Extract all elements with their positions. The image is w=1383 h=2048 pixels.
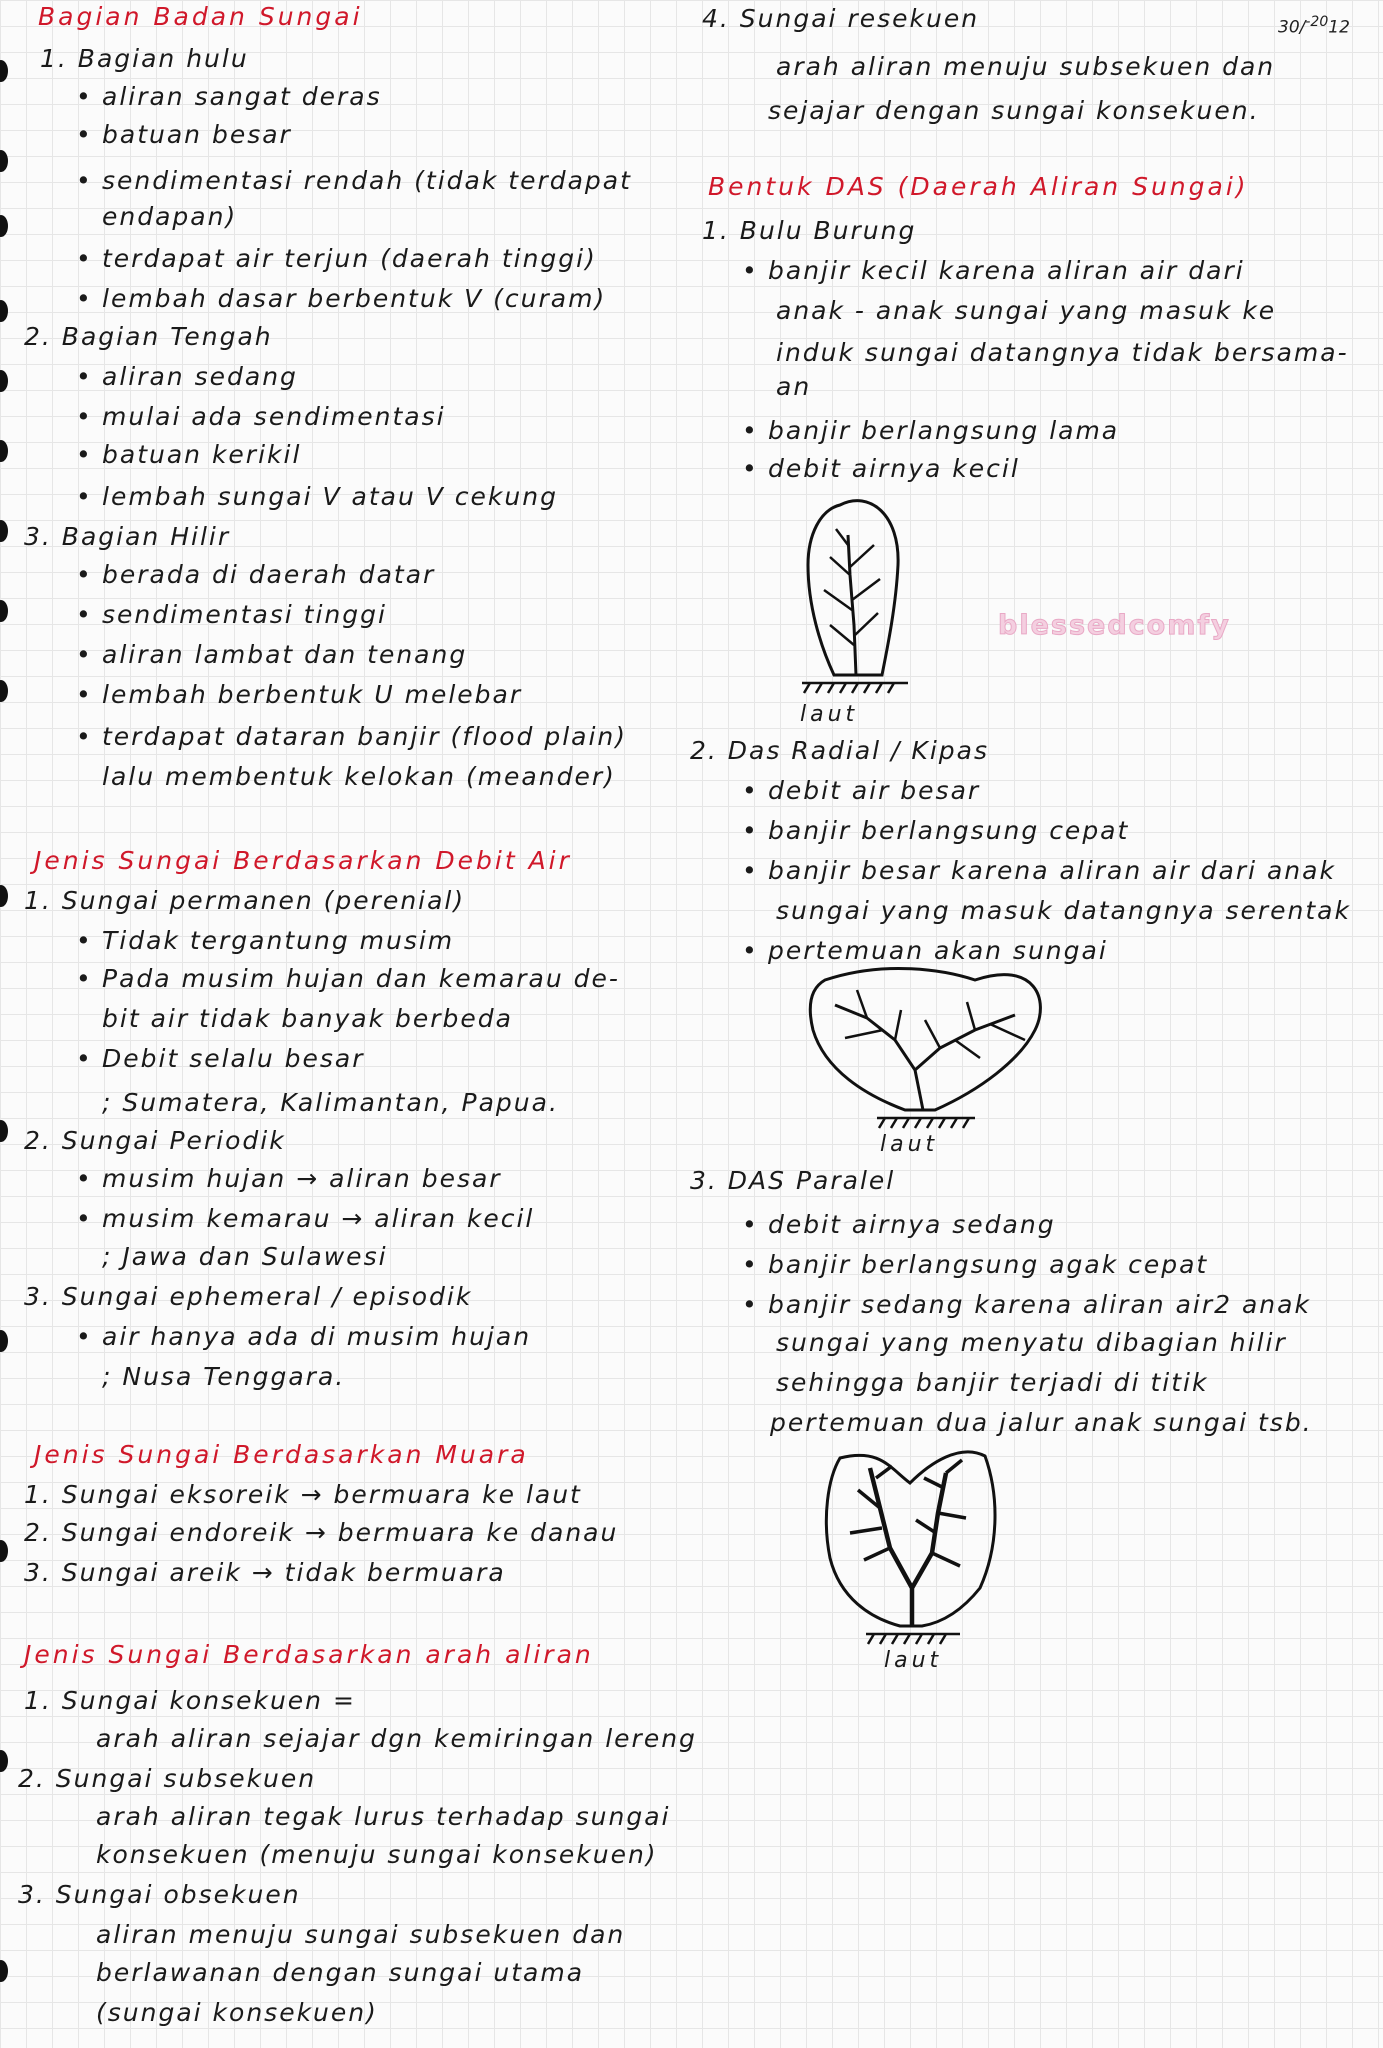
list-item: induk sungai datangnya tidak bersama- — [776, 338, 1349, 367]
list-item: sehingga banjir terjadi di titik — [776, 1368, 1209, 1397]
list-item: arah aliran menuju subsekuen dan — [776, 52, 1276, 81]
list-item: • debit airnya sedang — [742, 1210, 1056, 1239]
subsection-radial: 2. Das Radial / Kipas — [690, 736, 989, 765]
list-item: • sendimentasi tinggi — [76, 600, 387, 629]
list-item: • musim hujan → aliran besar — [76, 1164, 502, 1193]
list-item: • musim kemarau → aliran kecil — [76, 1204, 535, 1233]
list-item: • lembah dasar berbentuk V (curam) — [76, 284, 607, 313]
list-item: arah aliran tegak lurus terhadap sungai — [96, 1802, 671, 1831]
subsection-bulu-burung: 1. Bulu Burung — [702, 216, 917, 245]
section-title-muara: Jenis Sungai Berdasarkan Muara — [34, 1440, 529, 1469]
laut-label: laut — [880, 1132, 939, 1157]
list-item: • terdapat air terjun (daerah tinggi) — [76, 244, 597, 273]
list-item: • Debit selalu besar — [76, 1044, 365, 1073]
list-item: • banjir berlangsung lama — [742, 416, 1120, 445]
list-item: • batuan besar — [76, 120, 292, 149]
list-item: berlawanan dengan sungai utama — [96, 1958, 585, 1987]
list-item: 3. Sungai obsekuen — [18, 1880, 301, 1909]
list-item: • pertemuan akan sungai — [742, 936, 1108, 965]
subsection-hilir: 3. Bagian Hilir — [24, 522, 231, 551]
list-item: • banjir sedang karena aliran air2 anak — [742, 1290, 1311, 1319]
list-item: • batuan kerikil — [76, 440, 302, 469]
list-item: • banjir berlangsung cepat — [742, 816, 1130, 845]
section-title-das: Bentuk DAS (Daerah Aliran Sungai) — [708, 172, 1249, 201]
list-item: • terdapat dataran banjir (flood plain) — [76, 722, 628, 751]
list-item: • mulai ada sendimentasi — [76, 402, 446, 431]
date-label: 30/$^{-20}$12 — [1278, 14, 1350, 38]
bulu-burung-diagram — [800, 495, 910, 705]
subsection-permanen: 1. Sungai permanen (perenial) — [24, 886, 466, 915]
subsection-hulu: 1. Bagian hulu — [40, 44, 249, 73]
subsection-periodik: 2. Sungai Periodik — [24, 1126, 286, 1155]
paralel-diagram — [820, 1438, 1005, 1658]
list-item: • banjir berlangsung agak cepat — [742, 1250, 1209, 1279]
list-item: • Tidak tergantung musim — [76, 926, 455, 955]
subsection-resekuen: 4. Sungai resekuen — [702, 4, 980, 33]
list-item: ; Jawa dan Sulawesi — [102, 1242, 388, 1271]
list-item: 1. Sungai konsekuen = — [24, 1686, 356, 1715]
section-title-bagian: Bagian Badan Sungai — [38, 2, 363, 31]
list-item: aliran menuju sungai subsekuen dan — [96, 1920, 626, 1949]
laut-label: laut — [800, 702, 859, 727]
list-item: sungai yang menyatu dibagian hilir — [776, 1328, 1287, 1357]
section-title-debit: Jenis Sungai Berdasarkan Debit Air — [34, 846, 572, 875]
radial-diagram — [805, 960, 1045, 1135]
subsection-tengah: 2. Bagian Tengah — [24, 322, 273, 351]
list-item: ; Sumatera, Kalimantan, Papua. — [102, 1088, 559, 1117]
list-item: an — [776, 372, 812, 401]
list-item: • lembah sungai V atau V cekung — [76, 482, 558, 511]
list-item: • air hanya ada di musim hujan — [76, 1322, 532, 1351]
list-item: (sungai konsekuen) — [96, 1998, 378, 2027]
laut-label: laut — [884, 1648, 943, 1673]
subsection-paralel: 3. DAS Paralel — [690, 1166, 896, 1195]
list-item: • Pada musim hujan dan kemarau de- — [76, 964, 620, 993]
list-item: • sendimentasi rendah (tidak terdapat — [76, 166, 632, 195]
list-item: 1. Sungai eksoreik → bermuara ke laut — [24, 1480, 582, 1509]
list-item: bit air tidak banyak berbeda — [102, 1004, 513, 1033]
list-item: sungai yang masuk datangnya serentak — [776, 896, 1351, 925]
list-item: konsekuen (menuju sungai konsekuen) — [96, 1840, 658, 1869]
subsection-ephemeral: 3. Sungai ephemeral / episodik — [24, 1282, 473, 1311]
list-item: arah aliran sejajar dgn kemiringan lereng — [96, 1724, 697, 1753]
list-item: endapan) — [102, 202, 238, 231]
list-item: • aliran sangat deras — [76, 82, 382, 111]
list-item: ; Nusa Tenggara. — [102, 1362, 346, 1391]
section-title-arah: Jenis Sungai Berdasarkan arah aliran — [24, 1640, 594, 1669]
list-item: pertemuan dua jalur anak sungai tsb. — [770, 1408, 1313, 1437]
list-item: • aliran lambat dan tenang — [76, 640, 468, 669]
watermark: blessedcomfy — [998, 610, 1231, 641]
list-item: • lembah berbentuk U melebar — [76, 680, 523, 709]
list-item: 3. Sungai areik → tidak bermuara — [24, 1558, 506, 1587]
list-item: • banjir besar karena aliran air dari anak — [742, 856, 1336, 885]
binder-holes — [0, 0, 14, 2048]
list-item: • banjir kecil karena aliran air dari — [742, 256, 1245, 285]
list-item: anak - anak sungai yang masuk ke — [776, 296, 1277, 325]
list-item: • berada di daerah datar — [76, 560, 436, 589]
list-item: lalu membentuk kelokan (meander) — [102, 762, 616, 791]
list-item: • aliran sedang — [76, 362, 298, 391]
list-item: • debit air besar — [742, 776, 981, 805]
list-item: sejajar dengan sungai konsekuen. — [768, 96, 1260, 125]
list-item: • debit airnya kecil — [742, 454, 1020, 483]
list-item: 2. Sungai subsekuen — [18, 1764, 317, 1793]
list-item: 2. Sungai endoreik → bermuara ke danau — [24, 1518, 619, 1547]
